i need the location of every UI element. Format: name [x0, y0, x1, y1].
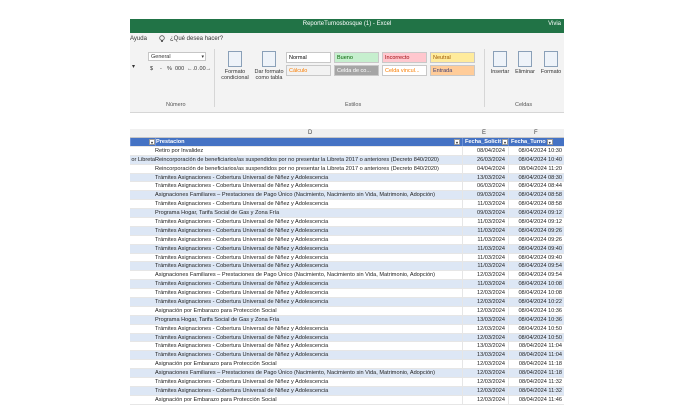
- cell-fecha-turno[interactable]: 08/04/2024 10:30: [508, 147, 564, 155]
- cell-fecha-turno[interactable]: 08/04/2024 10:36: [508, 316, 564, 324]
- cell-fecha-turno[interactable]: 08/04/2024 09:40: [508, 254, 564, 262]
- ribbon: [130, 45, 564, 113]
- style-celda-vinculada[interactable]: Celda vincul...: [382, 65, 427, 76]
- style-celda-control[interactable]: Celda de co...: [334, 65, 379, 76]
- number-format-select[interactable]: [148, 52, 206, 61]
- cell-fecha-solicit[interactable]: 11/03/2024: [462, 236, 508, 244]
- column-header-d[interactable]: D: [308, 130, 313, 136]
- table-row[interactable]: [130, 334, 564, 343]
- cell-fecha-turno[interactable]: 08/04/2024 10:50: [508, 334, 564, 342]
- cell-fecha-solicit[interactable]: 11/03/2024: [462, 218, 508, 226]
- table-row[interactable]: [130, 174, 564, 183]
- cell-fecha-solicit[interactable]: 26/03/2024: [462, 156, 508, 164]
- table-row[interactable]: [130, 378, 564, 387]
- thousands-button[interactable]: 000: [175, 66, 185, 72]
- conditional-format-label: Formato condicional: [221, 69, 249, 81]
- column-header-e[interactable]: E: [482, 130, 487, 136]
- cell-fecha-turno[interactable]: 08/04/2024 11:46: [508, 396, 564, 404]
- cell-prestacion[interactable]: Asignación por Embarazo para Protección Social: [155, 396, 277, 403]
- cell-fecha-solicit[interactable]: 12/03/2024: [462, 387, 508, 395]
- cell-prestacion[interactable]: Trámites Asignaciones - Cobertura Universal de Niñez y Adolescencia: [155, 299, 329, 306]
- cell-fecha-solicit[interactable]: 12/03/2024: [462, 298, 508, 306]
- cell-prestacion[interactable]: Trámites Asignaciones - Cobertura Universal de Niñez y Adolescencia: [155, 227, 329, 234]
- table-row[interactable]: [130, 200, 564, 209]
- numero-group-label: Número: [166, 102, 186, 108]
- table-row[interactable]: [130, 227, 564, 236]
- cell-fecha-turno[interactable]: 08/04/2024 10:08: [508, 289, 564, 297]
- cell-fecha-solicit[interactable]: 13/03/2024: [462, 316, 508, 324]
- ribbon-separator: [484, 49, 485, 107]
- cell-fecha-turno[interactable]: 08/04/2024 11:20: [508, 165, 564, 173]
- cell-prestacion[interactable]: Trámites Asignaciones - Cobertura Universal de Niñez y Adolescencia: [155, 387, 329, 394]
- header-fecha-turno[interactable]: Fecha_Turno ▾: [508, 138, 564, 146]
- column-header-f[interactable]: F: [534, 130, 538, 136]
- cell-fecha-turno[interactable]: 08/04/2024 10:08: [508, 280, 564, 288]
- cell-fecha-turno[interactable]: 08/04/2024 09:12: [508, 209, 564, 217]
- style-bueno[interactable]: Bueno: [334, 52, 379, 63]
- format-table-icon: [262, 51, 276, 67]
- cell-prestacion[interactable]: Retiro por Invalidez: [155, 147, 204, 154]
- cell-prestacion[interactable]: Programa Hogar, Tarifa Social de Gas y Zona Fría: [155, 210, 280, 217]
- table-row[interactable]: [130, 280, 564, 289]
- menu-ayuda[interactable]: Ayuda: [130, 36, 147, 42]
- table-row[interactable]: [130, 218, 564, 227]
- style-normal[interactable]: Normal: [286, 52, 331, 63]
- cell-fecha-turno[interactable]: 08/04/2024 09:26: [508, 227, 564, 235]
- number-format-value: General: [151, 54, 171, 60]
- header-prestacion[interactable]: Prestacion ▾: [155, 138, 462, 146]
- cell-fecha-turno[interactable]: 08/04/2024 11:04: [508, 351, 564, 359]
- cell-fecha-turno[interactable]: 08/04/2024 10:40: [508, 156, 564, 164]
- cell-fecha-turno[interactable]: 08/04/2024 11:32: [508, 378, 564, 386]
- cell-fecha-solicit[interactable]: 11/03/2024: [462, 280, 508, 288]
- cell-fecha-solicit[interactable]: 12/03/2024: [462, 325, 508, 333]
- table-row[interactable]: [130, 342, 564, 351]
- table-body: [130, 147, 564, 405]
- cell-prestacion[interactable]: Programa Hogar, Tarifa Social de Gas y Zona Fría: [155, 316, 280, 323]
- currency-dropdown-icon[interactable]: -: [160, 66, 162, 72]
- format-as-table-button[interactable]: [252, 51, 286, 81]
- cell-fecha-solicit[interactable]: 06/03/2024: [462, 182, 508, 190]
- cell-prestacion[interactable]: Trámites Asignaciones - Cobertura Universal de Niñez y Adolescencia: [155, 183, 329, 190]
- cell-prestacion[interactable]: Asignaciones Familiares – Prestaciones de Pago Único (Nacimiento, Nacimiento sin Vida, Matrimonio, Adopción): [155, 272, 436, 279]
- increase-decimal-button[interactable]: ←.0: [187, 66, 198, 72]
- cell-fecha-turno[interactable]: 08/04/2024 09:40: [508, 245, 564, 253]
- table-row[interactable]: [130, 191, 564, 200]
- table-row[interactable]: [130, 289, 564, 298]
- style-calculo[interactable]: Cálculo: [286, 65, 331, 76]
- cell-prestacion[interactable]: Reincorporación de beneficiarios/as suspendidos por no presentar la Libreta 2017 o anteriores (Decreto 840/2020): [155, 165, 439, 172]
- ribbon-separator: [214, 49, 215, 107]
- cell-fecha-solicit[interactable]: 11/03/2024: [462, 262, 508, 270]
- insert-label: Insertar: [490, 69, 510, 75]
- table-row[interactable]: [130, 325, 564, 334]
- column-headers: [130, 129, 564, 138]
- table-header-row: [130, 138, 564, 147]
- table-row[interactable]: [130, 387, 564, 396]
- excel-window: [130, 19, 564, 403]
- cell-fecha-solicit[interactable]: 13/03/2024: [462, 351, 508, 359]
- cell-prestacion[interactable]: Trámites Asignaciones - Cobertura Universal de Niñez y Adolescencia: [155, 263, 329, 270]
- table-row[interactable]: [130, 307, 564, 316]
- cell-prestacion[interactable]: Trámites Asignaciones - Cobertura Universal de Niñez y Adolescencia: [155, 334, 329, 341]
- table-row[interactable]: [130, 236, 564, 245]
- percent-button[interactable]: %: [167, 66, 172, 72]
- cell-prestacion[interactable]: Trámites Asignaciones - Cobertura Universal de Niñez y Adolescencia: [155, 325, 329, 332]
- format-arrow-icon[interactable]: ▾: [132, 64, 136, 70]
- format-button[interactable]: [538, 51, 564, 75]
- cell-fecha-turno[interactable]: 08/04/2024 08:58: [508, 191, 564, 199]
- cell-prestacion[interactable]: Trámites Asignaciones - Cobertura Universal de Niñez y Adolescencia: [155, 379, 329, 386]
- cell-prestacion[interactable]: Asignación por Embarazo para Protección Social: [155, 361, 277, 368]
- decrease-decimal-button[interactable]: .00→: [198, 66, 212, 72]
- cell-fecha-solicit[interactable]: 08/04/2024: [462, 147, 508, 155]
- cell-fecha-solicit[interactable]: 11/03/2024: [462, 200, 508, 208]
- filter-button[interactable]: ▾: [130, 138, 155, 146]
- cell-fecha-turno[interactable]: 08/04/2024 09:54: [508, 271, 564, 279]
- cell-fecha-solicit[interactable]: 04/04/2024: [462, 165, 508, 173]
- cell-fecha-solicit[interactable]: 12/03/2024: [462, 369, 508, 377]
- cell-prestacion[interactable]: Reincorporación de beneficiarios/as suspendidos por no presentar la Libreta 2017 o anteriores (Decreto 840/2020): [155, 156, 439, 163]
- user-name[interactable]: Vivia: [548, 21, 561, 27]
- cell-fecha-solicit[interactable]: 09/03/2024: [462, 191, 508, 199]
- tell-me-search[interactable]: ¿Qué desea hacer?: [170, 36, 224, 42]
- cell-fecha-turno[interactable]: 08/04/2024 08:58: [508, 200, 564, 208]
- delete-cells-icon: [518, 51, 532, 67]
- format-table-label: Dar formato como tabla: [254, 69, 284, 81]
- cell-prestacion[interactable]: Trámites Asignaciones - Cobertura Universal de Niñez y Adolescencia: [155, 174, 329, 181]
- cell-fecha-solicit[interactable]: 12/03/2024: [462, 271, 508, 279]
- cell-fecha-solicit[interactable]: 12/03/2024: [462, 396, 508, 404]
- cell-fecha-turno[interactable]: 08/04/2024 08:44: [508, 182, 564, 190]
- table-row[interactable]: [130, 360, 564, 369]
- cell-fecha-solicit[interactable]: 13/03/2024: [462, 342, 508, 350]
- spreadsheet-grid: [130, 138, 564, 403]
- cell-fecha-turno[interactable]: 08/04/2024 10:36: [508, 307, 564, 315]
- cell-prestacion[interactable]: Trámites Asignaciones - Cobertura Universal de Niñez y Adolescencia: [155, 245, 329, 252]
- insert-cells-icon: [493, 51, 507, 67]
- lightbulb-icon: [158, 35, 166, 45]
- table-row[interactable]: [130, 182, 564, 191]
- chevron-down-icon: ▾: [201, 54, 204, 60]
- menu-bar: [130, 33, 564, 45]
- cell-fecha-solicit[interactable]: 13/03/2024: [462, 174, 508, 182]
- cell-fecha-turno[interactable]: 08/04/2024 11:18: [508, 369, 564, 377]
- delete-label: Eliminar: [515, 69, 535, 75]
- cell-fecha-turno[interactable]: 08/04/2024 10:50: [508, 325, 564, 333]
- table-row[interactable]: [130, 396, 564, 405]
- table-row[interactable]: [130, 351, 564, 360]
- header-fecha-solicit[interactable]: Fecha_Solicit ▾: [462, 138, 508, 146]
- window-title: ReporteTurnosbosque (1) - Excel: [302, 21, 392, 27]
- table-row[interactable]: [130, 147, 564, 156]
- table-row[interactable]: [130, 316, 564, 325]
- style-incorrecto[interactable]: Incorrecto: [382, 52, 427, 63]
- cell-fecha-solicit[interactable]: 09/03/2024: [462, 209, 508, 217]
- cell-prestacion[interactable]: Asignación por Embarazo para Protección Social: [155, 307, 277, 314]
- cell-prestacion[interactable]: Trámites Asignaciones - Cobertura Universal de Niñez y Adolescencia: [155, 254, 329, 261]
- cell-fecha-turno[interactable]: 08/04/2024 11:18: [508, 360, 564, 368]
- delete-button[interactable]: [512, 51, 538, 75]
- cell-fecha-solicit[interactable]: 11/03/2024: [462, 254, 508, 262]
- table-row[interactable]: [130, 209, 564, 218]
- cell-prestacion[interactable]: Trámites Asignaciones - Cobertura Universal de Niñez y Adolescencia: [155, 352, 329, 359]
- table-row[interactable]: [130, 271, 564, 280]
- format-label: Formato: [540, 69, 562, 75]
- cell-fecha-turno[interactable]: 08/04/2024 08:30: [508, 174, 564, 182]
- cell-fecha-solicit[interactable]: 11/03/2024: [462, 227, 508, 235]
- cell-fecha-turno[interactable]: 08/04/2024 09:26: [508, 236, 564, 244]
- insert-button[interactable]: [488, 51, 512, 75]
- cell-prestacion[interactable]: Asignaciones Familiares – Prestaciones de Pago Único (Nacimiento, Nacimiento sin Vida, Matrimonio, Adopción): [155, 370, 436, 377]
- table-row[interactable]: [130, 254, 564, 263]
- cell-prestacion[interactable]: Trámites Asignaciones - Cobertura Universal de Niñez y Adolescencia: [155, 236, 329, 243]
- cell-fecha-solicit[interactable]: 11/03/2024: [462, 245, 508, 253]
- conditional-format-button[interactable]: [218, 51, 252, 81]
- table-row[interactable]: [130, 156, 564, 165]
- cell-fecha-turno[interactable]: 08/04/2024 09:54: [508, 262, 564, 270]
- estilos-group-label: Estilos: [345, 102, 362, 108]
- cell-prestacion[interactable]: Asignaciones Familiares – Prestaciones de Pago Único (Nacimiento, Nacimiento sin Vida, Matrimonio, Adopción): [155, 192, 436, 199]
- table-row[interactable]: [130, 262, 564, 271]
- cell-fecha-solicit[interactable]: 12/03/2024: [462, 360, 508, 368]
- cell-prestacion[interactable]: Trámites Asignaciones - Cobertura Universal de Niñez y Adolescencia: [155, 219, 329, 226]
- currency-button[interactable]: $: [150, 66, 154, 72]
- table-row[interactable]: [130, 165, 564, 174]
- cell-prestacion[interactable]: Trámites Asignaciones - Cobertura Universal de Niñez y Adolescencia: [155, 343, 329, 350]
- table-row[interactable]: [130, 245, 564, 254]
- cell-fecha-solicit[interactable]: 12/03/2024: [462, 289, 508, 297]
- conditional-format-icon: [228, 51, 242, 67]
- cell-fecha-solicit[interactable]: 12/03/2024: [462, 307, 508, 315]
- cell-fecha-turno[interactable]: 08/04/2024 11:04: [508, 342, 564, 350]
- table-row[interactable]: [130, 369, 564, 378]
- cell-fecha-solicit[interactable]: 12/03/2024: [462, 378, 508, 386]
- style-entrada[interactable]: Entrada: [430, 65, 475, 76]
- cell-fecha-solicit[interactable]: 12/03/2024: [462, 334, 508, 342]
- row-left-cell[interactable]: or Libreta: [131, 156, 155, 163]
- cell-fecha-turno[interactable]: 08/04/2024 11:32: [508, 387, 564, 395]
- cell-prestacion[interactable]: Trámites Asignaciones - Cobertura Universal de Niñez y Adolescencia: [155, 201, 329, 208]
- cell-prestacion[interactable]: Trámites Asignaciones - Cobertura Universal de Niñez y Adolescencia: [155, 281, 329, 288]
- cell-fecha-turno[interactable]: 08/04/2024 10:22: [508, 298, 564, 306]
- format-cells-icon: [544, 51, 558, 67]
- table-row[interactable]: [130, 298, 564, 307]
- cell-prestacion[interactable]: Trámites Asignaciones - Cobertura Universal de Niñez y Adolescencia: [155, 290, 329, 297]
- style-neutral[interactable]: Neutral: [430, 52, 475, 63]
- cell-fecha-turno[interactable]: 08/04/2024 09:12: [508, 218, 564, 226]
- title-bar: [130, 19, 564, 33]
- celdas-group-label: Celdas: [515, 102, 533, 108]
